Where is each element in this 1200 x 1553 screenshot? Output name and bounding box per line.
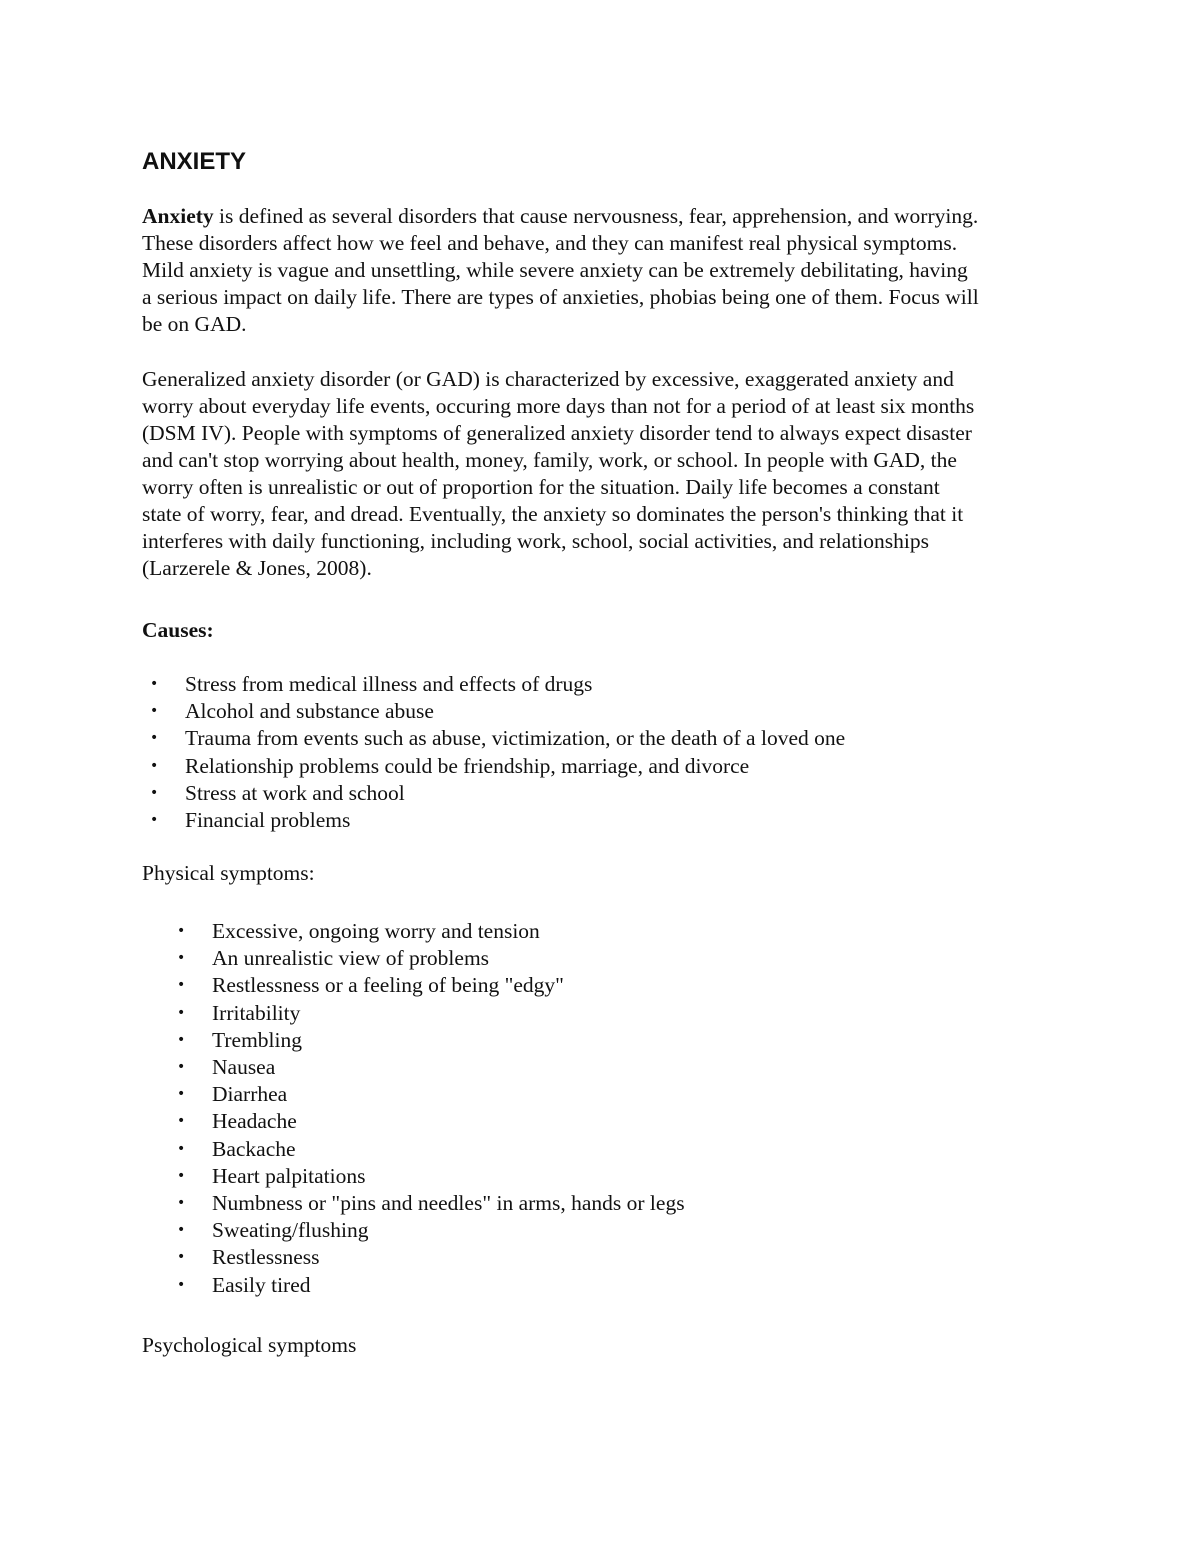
- list-item-text: Irritability: [212, 1000, 301, 1025]
- list-item: [150, 698, 845, 725]
- list-item: [177, 1272, 685, 1299]
- list-item-text: Diarrhea: [212, 1082, 288, 1107]
- physical-symptoms-list: [177, 918, 685, 1299]
- gad-line: interferes with daily functioning, including work, school, social activities, and relationships: [142, 529, 929, 553]
- bullet-icon: •: [150, 757, 159, 774]
- list-item-text: Relationship problems could be friendship, marriage, and divorce: [185, 753, 750, 778]
- list-item: [177, 1108, 685, 1135]
- intro-line-4: a serious impact on daily life. There are types of anxieties, phobias being one of them. Focus will: [142, 285, 979, 309]
- bullet-icon: •: [177, 923, 186, 939]
- intro-line-1-rest: is defined as several disorders that cause nervousness, fear, apprehension, and worrying.: [213, 204, 979, 228]
- bullet-icon: •: [177, 1086, 186, 1103]
- list-item: [177, 972, 685, 999]
- bullet-icon: •: [150, 784, 159, 801]
- causes-list: [150, 671, 846, 834]
- list-item: [177, 945, 685, 972]
- list-item-text: Headache: [212, 1109, 297, 1134]
- list-item-text: Stress at work and school: [185, 780, 405, 805]
- bullet-icon: •: [150, 703, 159, 720]
- list-item: [177, 1163, 685, 1190]
- list-item: [177, 918, 685, 945]
- list-item: [150, 780, 845, 807]
- gad-line: worry about everyday life events, occuring more days than not for a period of at least six months: [142, 394, 975, 418]
- list-item-text: Restlessness: [212, 1245, 320, 1270]
- bullet-icon: •: [150, 812, 159, 829]
- list-item: [150, 807, 845, 834]
- bullet-icon: •: [177, 1276, 186, 1293]
- list-item-text: Backache: [212, 1136, 296, 1161]
- bullet-icon: •: [150, 676, 159, 692]
- gad-paragraph: [142, 366, 1062, 582]
- bullet-icon: •: [177, 1167, 186, 1184]
- list-item: [177, 1190, 685, 1217]
- list-item-text: Trembling: [212, 1027, 302, 1052]
- list-item: [177, 1027, 685, 1054]
- bullet-icon: •: [177, 1140, 186, 1157]
- gad-line: Generalized anxiety disorder (or GAD) is characterized by excessive, exaggerated anxiety and: [142, 367, 954, 391]
- list-item-text: Financial problems: [185, 808, 351, 833]
- intro-line-1: [142, 203, 1062, 230]
- list-item-text: An unrealistic view of problems: [212, 946, 490, 971]
- list-item: [150, 671, 845, 698]
- list-item: [177, 1000, 685, 1027]
- intro-term: Anxiety: [142, 204, 214, 228]
- list-item-text: Stress from medical illness and effects of drugs: [185, 672, 593, 696]
- bullet-icon: •: [177, 1249, 186, 1266]
- causes-heading: Causes:: [142, 618, 214, 642]
- intro-paragraph: [142, 203, 1062, 338]
- gad-line: (DSM IV). People with symptoms of generalized anxiety disorder tend to always expect disaster: [142, 421, 972, 445]
- list-item: [150, 725, 846, 752]
- bullet-icon: •: [177, 950, 186, 967]
- bullet-icon: •: [177, 977, 186, 994]
- list-item-text: Numbness or "pins and needles" in arms, hands or legs: [212, 1191, 685, 1216]
- list-item-text: Easily tired: [212, 1272, 311, 1297]
- list-item-text: Excessive, ongoing worry and tension: [212, 919, 540, 943]
- list-item-text: Trauma from events such as abuse, victimization, or the death of a loved one: [185, 726, 846, 751]
- gad-line: worry often is unrealistic or out of proportion for the situation. Daily life becomes a constant: [142, 475, 940, 499]
- gad-line: (Larzerele & Jones, 2008).: [142, 556, 372, 580]
- gad-line: state of worry, fear, and dread. Eventually, the anxiety so dominates the person's thinking that it: [142, 502, 964, 526]
- list-item: [177, 1081, 685, 1108]
- physical-symptoms-heading: Physical symptoms:: [142, 861, 315, 885]
- list-item-text: Sweating/flushing: [212, 1218, 369, 1243]
- bullet-icon: •: [177, 1222, 186, 1239]
- list-item: [177, 1136, 685, 1163]
- list-item: [150, 753, 845, 780]
- document-title: ANXIETY: [142, 148, 247, 175]
- bullet-icon: •: [150, 730, 159, 747]
- psychological-symptoms-heading: Psychological symptoms: [142, 1333, 357, 1357]
- list-item: [177, 1054, 685, 1081]
- list-item-text: Restlessness or a feeling of being "edgy": [212, 973, 564, 998]
- list-item-text: Nausea: [212, 1055, 276, 1080]
- list-item-text: Alcohol and substance abuse: [185, 699, 434, 724]
- bullet-icon: •: [177, 1059, 186, 1076]
- bullet-icon: •: [177, 1113, 186, 1130]
- intro-line-2: These disorders affect how we feel and behave, and they can manifest real physical symptoms.: [142, 231, 958, 255]
- bullet-icon: •: [177, 1031, 186, 1048]
- list-item: [177, 1217, 685, 1244]
- intro-line-5: be on GAD.: [142, 312, 247, 336]
- list-item-text: Heart palpitations: [212, 1163, 366, 1188]
- gad-line: and can't stop worrying about health, money, family, work, or school. In people with GAD, the: [142, 448, 957, 472]
- bullet-icon: •: [177, 1195, 186, 1212]
- intro-line-3: Mild anxiety is vague and unsettling, while severe anxiety can be extremely debilitating, having: [142, 258, 968, 282]
- bullet-icon: •: [177, 1004, 186, 1021]
- list-item: [177, 1244, 685, 1271]
